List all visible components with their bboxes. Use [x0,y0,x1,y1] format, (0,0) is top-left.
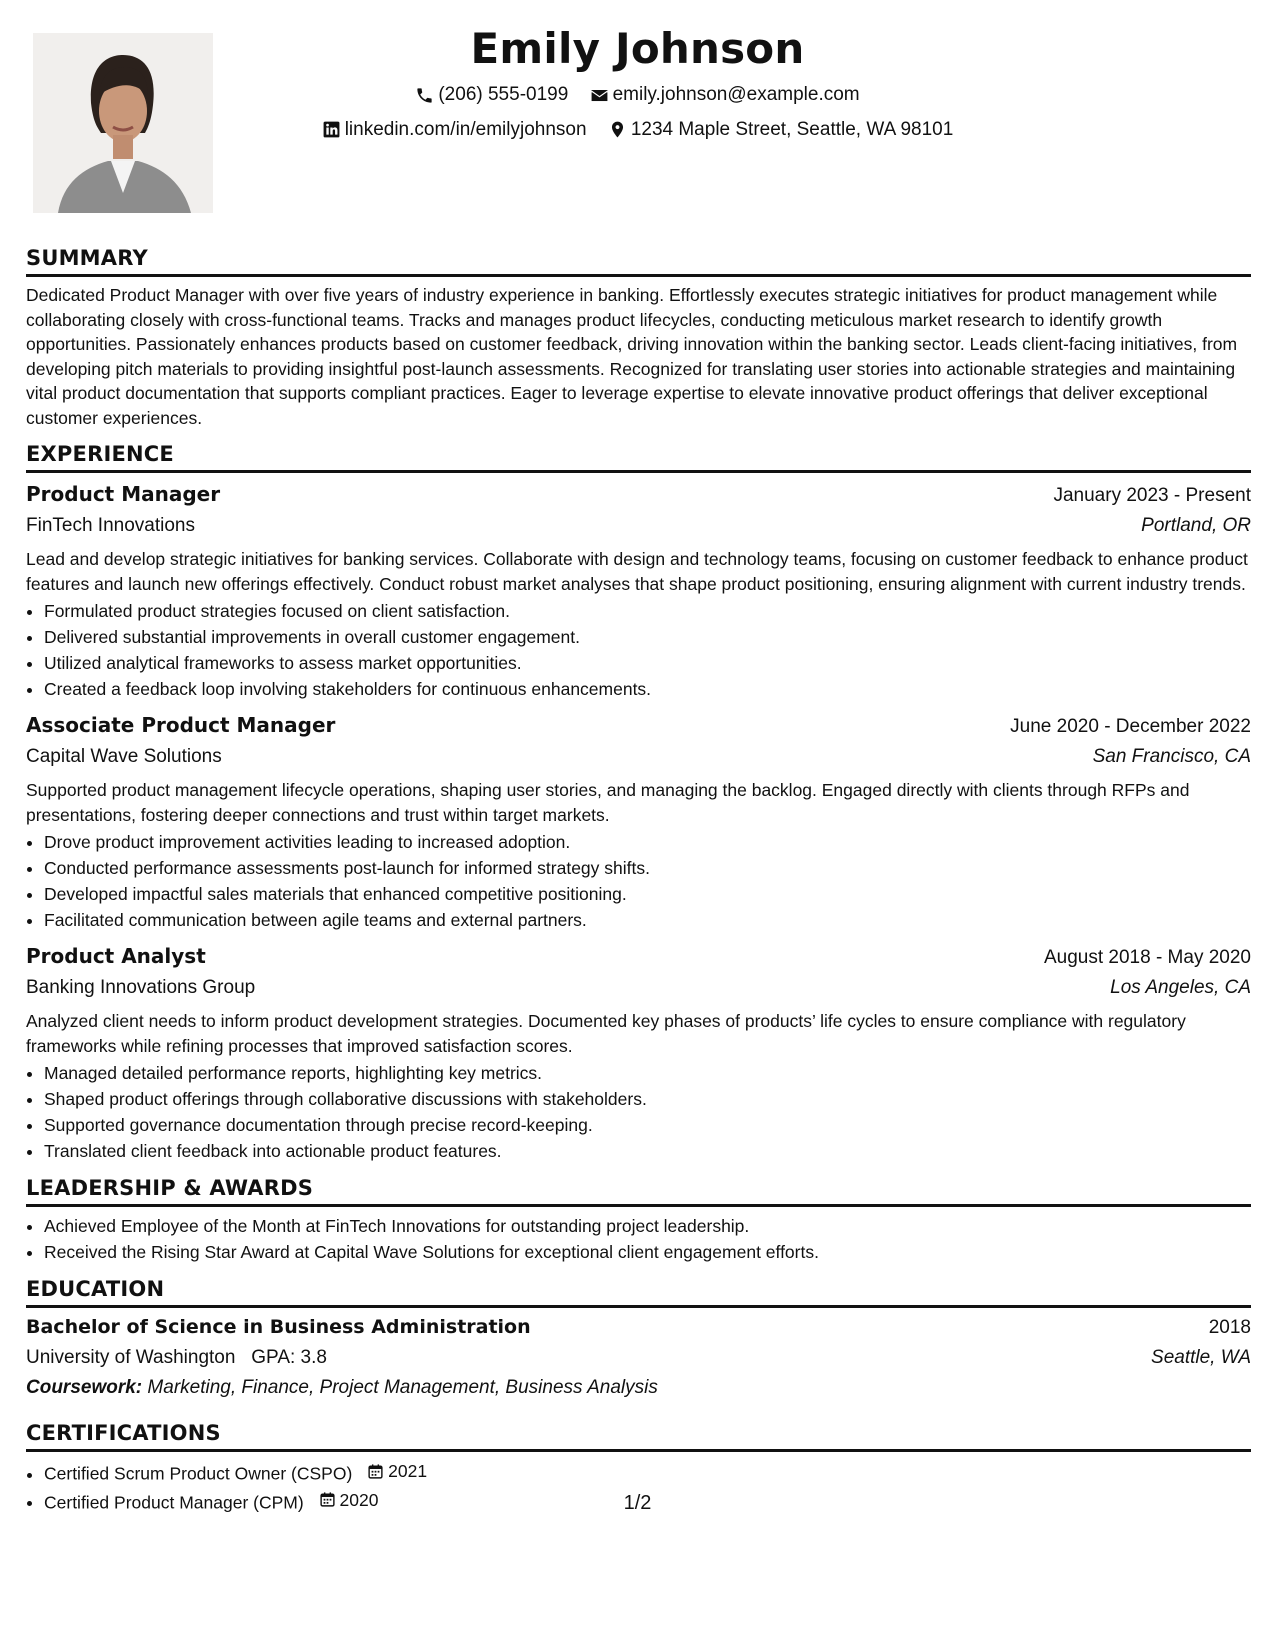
coursework-line [26,1373,1251,1403]
contact-line-2 [230,115,1045,150]
list-item: • Managed detailed performance reports, highlighting key metrics. [44,1060,1251,1086]
contact-line-1 [230,80,1045,115]
job-header [26,941,1251,973]
list-item: • Formulated product strategies focused on client satisfaction. [44,598,1251,624]
leadership-heading: LEADERSHIP & AWARDS [26,1174,1251,1207]
job-entry [26,941,1251,1164]
gpa: GPA: 3.8 [251,1347,327,1368]
job-description: Lead and develop strategic initiatives for banking services. Collaborate with design and technology teams, focusing on customer feedback to enhance product features and launch new offerings effectively. Conduct robust market analyses that shape product positioning, ensuring alignment with current industry trends. [26,549,1248,594]
address-contact [608,115,954,145]
company-name: Banking Innovations Group [26,977,256,998]
job-header [26,479,1251,511]
job-bullets [26,598,1251,702]
resume-body [26,244,1251,1525]
list-item: • Received the Rising Star Award at Capital Wave Solutions for exceptional client engagement efforts. [44,1239,1251,1265]
candidate-name: Emily Johnson [470,24,805,73]
calendar-icon [367,1463,384,1480]
job-dates: August 2018 - May 2020 [1043,947,1251,968]
list-item: • Utilized analytical frameworks to assess market opportunities. [44,650,1251,676]
linkedin-url[interactable]: linkedin.com/in/emilyjohnson [344,118,587,140]
coursework-list: Marketing, Finance, Project Management, Business Analysis [147,1377,658,1398]
certifications-heading: CERTIFICATIONS [26,1419,1251,1452]
degree-name: Bachelor of Science in Business Administration [26,1316,531,1338]
list-item: • Developed impactful sales materials that enhanced competitive positioning. [44,881,1251,907]
phone-number: (206) 555-0199 [438,84,569,105]
envelope-icon [590,86,609,105]
list-item: • Facilitated communication between agile teams and external partners. [44,907,1251,933]
list-item: • Delivered substantial improvements in overall customer engagement. [44,624,1251,650]
certification-year: 2021 [388,1461,428,1481]
linkedin-icon [322,120,341,139]
leadership-section [26,1174,1251,1265]
list-item: • Translated client feedback into actionable product features. [44,1138,1251,1164]
education-heading: EDUCATION [26,1275,1251,1308]
job-title: Associate Product Manager [26,713,336,737]
coursework-label: Coursework: [26,1377,143,1398]
list-item: • Conducted performance assessments post-launch for informed strategy shifts. [44,855,1251,881]
job-entry [26,479,1251,702]
experience-section [26,440,1251,1164]
email-address[interactable]: emily.johnson@example.com [612,84,860,105]
summary-heading: SUMMARY [26,244,1251,277]
linkedin-contact[interactable] [322,115,587,145]
list-item: • Supported governance documentation through precise record-keeping. [44,1112,1251,1138]
list-item [44,1458,1251,1487]
street-address: 1234 Maple Street, Seattle, WA 98101 [630,118,954,140]
experience-heading: EXPERIENCE [26,440,1251,473]
job-bullets [26,829,1251,933]
summary-section [26,244,1251,430]
education-subheader [26,1343,1251,1373]
job-dates: January 2023 - Present [1053,485,1251,506]
job-entry [26,710,1251,933]
map-pin-icon [608,120,627,139]
list-item: • Achieved Employee of the Month at FinTech Innovations for outstanding project leadership. [44,1213,1251,1239]
phone-icon [415,86,434,105]
job-subheader [26,511,1251,541]
profile-photo [33,33,213,213]
job-location: San Francisco, CA [1092,746,1251,767]
job-description: Supported product management lifecycle operations, shaping user stories, and managing the backlog. Engaged directly with clients through RFPs and presentations, fostering deeper connections and trust within target markets. [26,780,1190,825]
job-location: Los Angeles, CA [1110,977,1251,998]
company-name: FinTech Innovations [26,515,195,536]
certification-name: Certified Scrum Product Owner (CSPO) [44,1463,353,1484]
job-header [26,710,1251,742]
certification-name: Certified Product Manager (CPM) [44,1492,304,1512]
summary-text: Dedicated Product Manager with over five years of industry experience in banking. Effortlessly executes strategic initiatives for product management while collaborating closely with cross-functional teams. Tracks and manages product lifecycles, conducting meticulous market research to identify growth opportunities. Passionately enhances products based on customer feedback, driving innovation within the banking sector. Leads client-facing initiatives, from developing pitch materials to providing insightful post-launch assessments. Recognized for translating user stories into actionable strategies and maintaining vital product documentation that supports compliant practices. Eager to leverage expertise to elevate innovative product offerings that deliver exceptional customer experiences. [26,285,1238,428]
certification-year: 2020 [339,1489,379,1510]
job-bullets [26,1060,1251,1164]
job-subheader [26,742,1251,772]
phone-contact [415,80,568,110]
education-header [26,1312,1251,1343]
list-item: • Drove product improvement activities leading to increased adoption. [44,829,1251,855]
school-location: Seattle, WA [1151,1347,1251,1368]
school-name: University of Washington [26,1347,236,1368]
list-item: • Created a feedback loop involving stakeholders for continuous enhancements. [44,676,1251,702]
job-title: Product Manager [26,482,221,506]
company-name: Capital Wave Solutions [26,746,222,767]
list-item: • Shaped product offerings through collaborative discussions with stakeholders. [44,1086,1251,1112]
job-subheader [26,973,1251,1003]
education-section [26,1275,1251,1403]
leadership-list [26,1213,1251,1265]
job-description: Analyzed client needs to inform product development strategies. Documented key phases of products’ life cycles to ensure compliance with regulatory frameworks while refining processes that improved satisfaction scores. [26,1011,1186,1056]
email-contact[interactable] [590,80,860,110]
graduation-year: 2018 [1208,1317,1251,1338]
resume-header [230,18,1045,149]
job-location: Portland, OR [1141,515,1251,536]
job-title: Product Analyst [26,944,206,968]
certification-date [367,1458,427,1484]
job-dates: June 2020 - December 2022 [1010,716,1251,737]
page-number: 1/2 [623,1492,652,1514]
school-info [26,1343,327,1373]
